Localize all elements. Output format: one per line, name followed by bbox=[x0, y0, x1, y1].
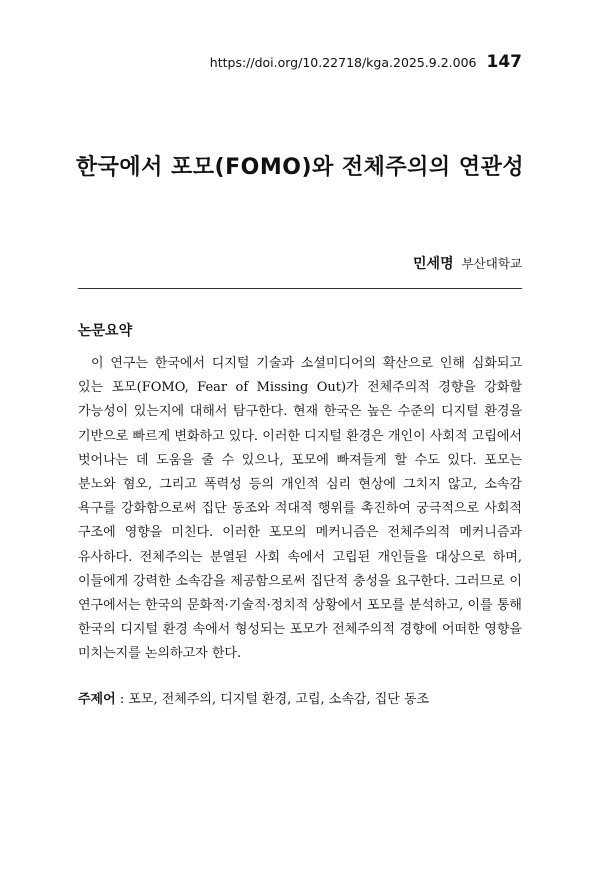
author-name: 민세명 bbox=[413, 256, 454, 272]
keywords-line bbox=[78, 688, 522, 707]
abstract-heading: 논문요약 bbox=[78, 323, 133, 339]
keywords-separator: : bbox=[115, 692, 129, 707]
section-divider bbox=[78, 288, 522, 289]
keywords-values: 포모, 전체주의, 디지털 환경, 고립, 소속감, 집단 동조 bbox=[128, 692, 430, 707]
author-line bbox=[413, 253, 522, 273]
paper-title: 한국에서 포모(FOMO)와 전체주의의 연관성 bbox=[75, 155, 525, 180]
page-number: 147 bbox=[486, 52, 522, 72]
keywords-label: 주제어 bbox=[78, 692, 116, 707]
page-header bbox=[210, 52, 522, 72]
doi-link[interactable]: https://doi.org/10.22718/kga.2025.9.2.006 bbox=[209, 55, 477, 70]
abstract-body: 이 연구는 한국에서 디지털 기술과 소셜미디어의 확산으로 인해 심화되고 있는 포모(FOMO, Fear of Missing Out)가 전체주의적 경향을 강화할 가능성이 있는지에 대해서 탐구한다. 현재 한국은 높은 수준의 디지털 환경을 기반으로 빠르게 변화하고 있다. 이러한 디지털 환경은 개인이 사회적 고립에서 벗어나는 데 도움을 줄 수 있으나, 포모에 빠져들게 할 수도 있다. 포모는 분노와 혐오, 그리고 폭력성 등의 개인적 심리 현상에 그치지 않고, 소속감 욕구를 강화함으로써 집단 동조와 적대적 행위를 촉진하여 궁극적으로 사회적 구조에 영향을 미친다. 이러한 포모의 메커니즘은 전체주의적 메커니즘과 유사하다. 전체주의는 분열된 사회 속에서 고립된 개인들을 대상으로 하며, 이들에게 강력한 소속감을 제공함으로써 집단적 충성을 요구한다. 그러므로 이 연구에서는 한국의 문화적·기술적·정치적 상황에서 포모를 분석하고, 이를 통해 한국의 디지털 환경 속에서 형성되는 포모가 전체주의적 경향에 어떠한 영향을 미치는지를 논의하고자 한다. bbox=[78, 356, 522, 662]
author-affiliation: 부산대학교 bbox=[461, 256, 522, 271]
